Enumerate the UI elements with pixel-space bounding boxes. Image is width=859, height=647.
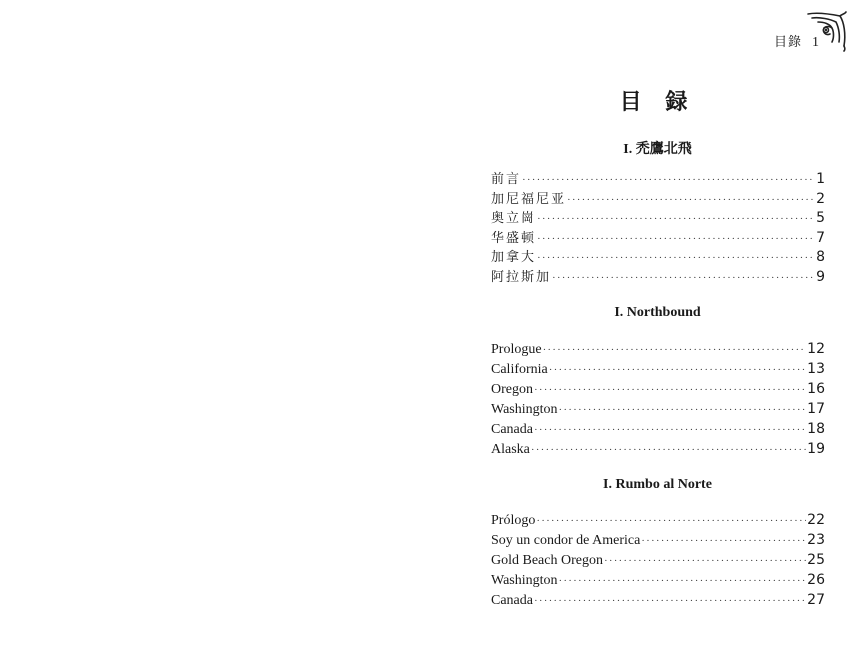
toc-entry[interactable] [491,268,825,288]
entry-page: 23 [807,532,825,548]
entry-page: 26 [807,572,825,588]
toc-entry[interactable] [491,248,825,268]
entry-page: 2 [816,190,825,207]
entry-label: 华盛顿 [491,230,537,246]
toc-entry[interactable] [491,419,825,439]
entry-label: 阿拉斯加 [491,269,552,285]
entry-label: California [491,362,548,377]
toc-list-chinese [491,170,825,288]
entry-page: 16 [807,381,825,397]
toc-entry[interactable] [491,379,825,399]
toc-entry[interactable] [491,190,825,210]
dot-leader [537,230,815,250]
dot-leader [559,571,807,591]
section-title-english: I. Northbound [614,305,701,320]
toc-entry[interactable] [491,209,825,229]
toc-entry[interactable] [491,550,825,570]
entry-page: 27 [807,592,825,608]
entry-label: 奥立崗 [491,211,537,227]
entry-page: 19 [807,441,825,457]
toc-entry[interactable] [491,439,825,459]
entry-label: Washington [491,573,558,588]
entry-label: Alaska [491,442,530,457]
entry-page: 12 [807,341,825,357]
dot-leader [559,400,807,420]
toc-entry[interactable] [491,590,825,610]
toc-title: 目 録 [619,90,696,115]
entry-label: Prólogo [491,513,536,528]
corner-ornament-icon [804,8,848,52]
toc-entry[interactable] [491,339,825,359]
entry-label: Canada [491,422,533,437]
entry-label: Prologue [491,342,542,357]
dot-leader [531,440,806,460]
section-title-spanish: I. Rumbo al Norte [603,477,712,492]
header-label-text: 目錄 [774,35,803,50]
toc-entry[interactable] [491,170,825,190]
section-title-chinese: I. 禿鷹北飛 [623,142,692,157]
entry-label: Soy un condor de America [491,533,641,548]
dot-leader [552,269,815,289]
entry-label: 加拿大 [491,250,537,266]
entry-page: 5 [816,210,825,227]
dot-leader [549,360,806,380]
dot-leader [537,210,815,230]
entry-page: 13 [807,361,825,377]
toc-list-english [491,339,825,459]
dot-leader [522,171,815,191]
entry-label: 加尼福尼亚 [491,191,567,207]
entry-page: 22 [807,512,825,528]
dot-leader [567,191,815,211]
dot-leader [534,591,806,611]
entry-label: Gold Beach Oregon [491,553,603,568]
entry-page: 25 [807,552,825,568]
entry-page: 1 [816,171,825,187]
toc-entry[interactable] [491,510,825,530]
toc-entry[interactable] [491,359,825,379]
toc-entry[interactable] [491,229,825,249]
dot-leader [534,380,806,400]
toc-entry[interactable] [491,530,825,550]
entry-page: 9 [816,268,825,285]
header-page-number: 1 [812,35,821,50]
entry-page: 18 [807,421,825,437]
entry-label: Washington [491,402,558,417]
dot-leader [543,340,807,360]
entry-page: 17 [807,401,825,417]
toc-list-spanish [491,510,825,610]
entry-page: 8 [816,249,825,266]
toc-entry[interactable] [491,399,825,419]
entry-label: 前言 [491,172,522,187]
dot-leader [537,249,815,269]
toc-entry[interactable] [491,570,825,590]
dot-leader [536,511,806,531]
dot-leader [534,420,806,440]
dot-leader [641,531,806,551]
entry-label: Oregon [491,382,533,397]
entry-label: Canada [491,593,533,608]
entry-page: 7 [816,229,825,246]
dot-leader [604,551,806,571]
